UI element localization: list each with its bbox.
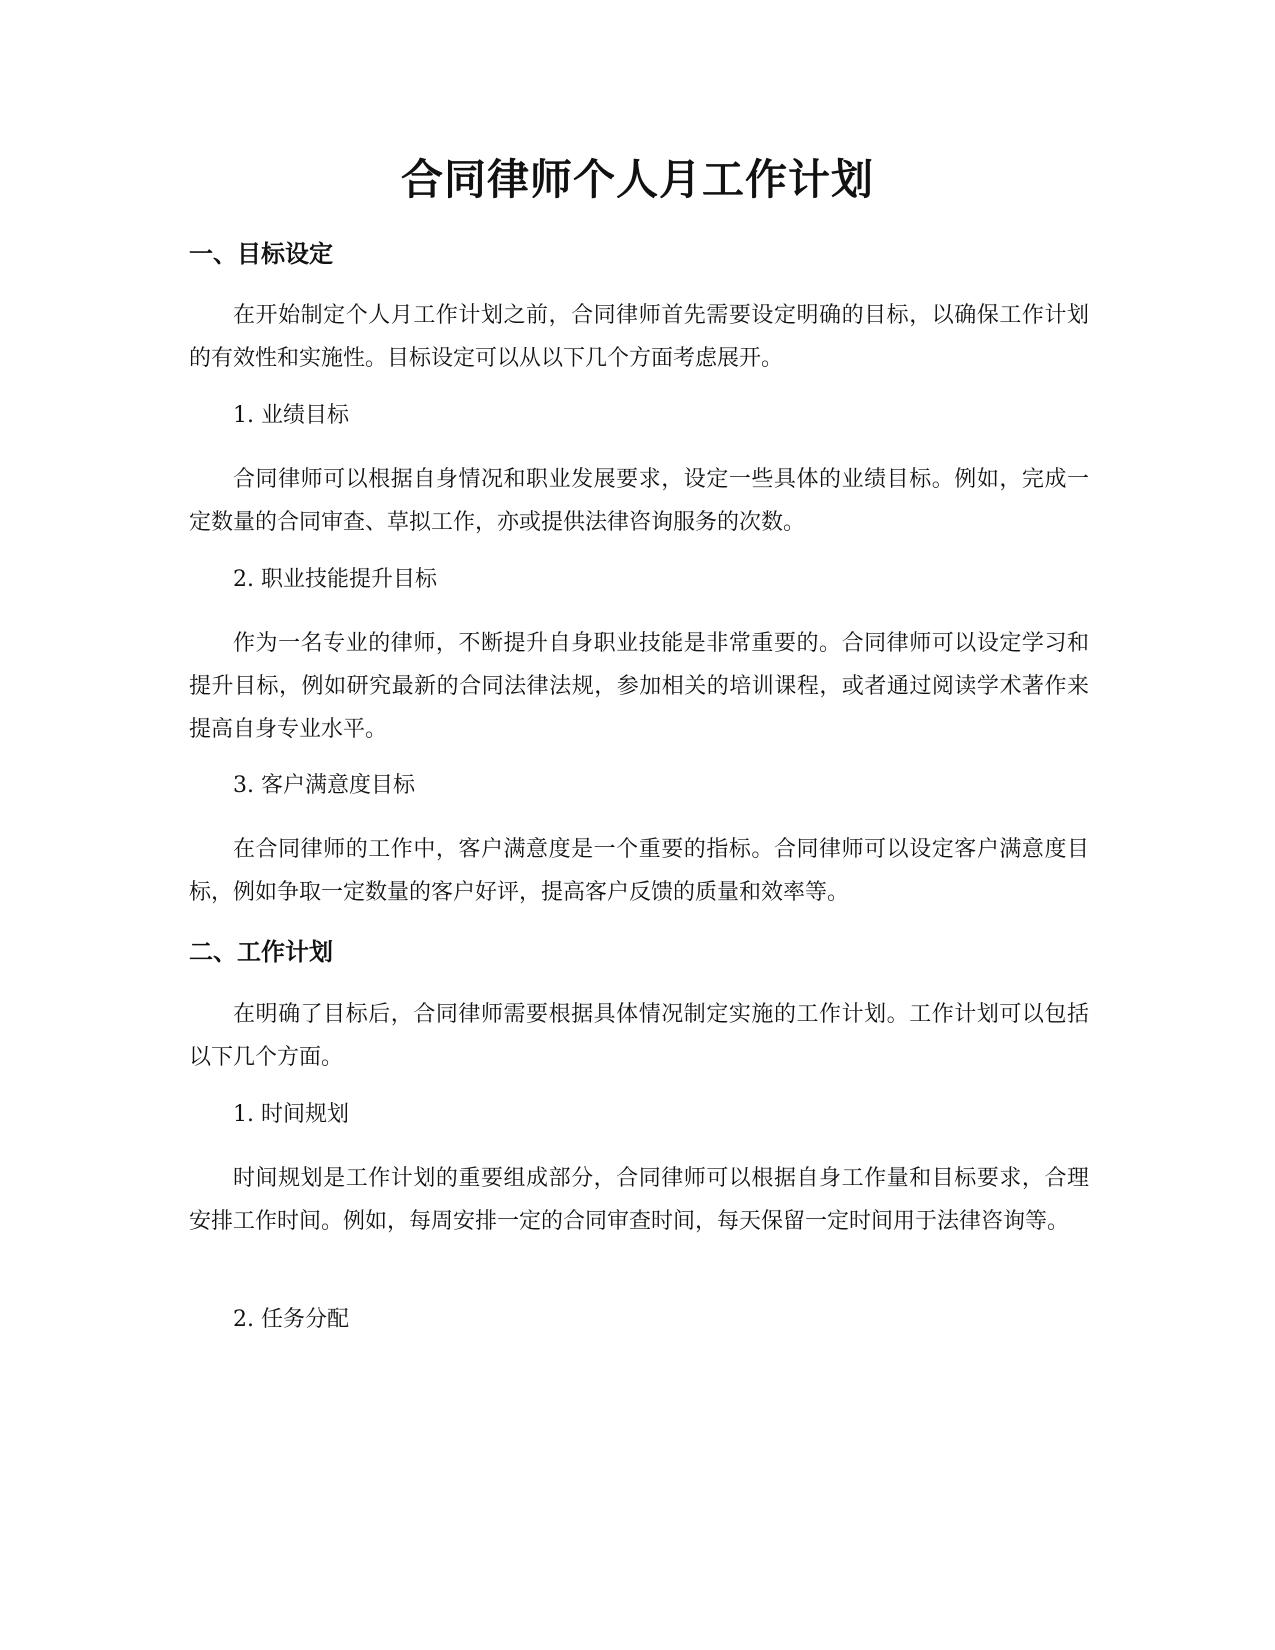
item-text-time: 时间规划是工作计划的重要组成部分，合同律师可以根据自身工作量和目标要求，合理安排工作时间。例如，每周安排一定的合同审查时间，每天保留一定时间用于法律咨询等。 — [189, 1166, 1089, 1234]
item-text-performance: 合同律师可以根据自身情况和职业发展要求，设定一些具体的业绩目标。例如，完成一定数量的合同审查、草拟工作，亦或提供法律咨询服务的次数。 — [189, 467, 1089, 535]
section-intro-goals: 在开始制定个人月工作计划之前，合同律师首先需要设定明确的目标，以确保工作计划的有效性和实施性。目标设定可以从以下几个方面考虑展开。 — [189, 303, 1089, 371]
item-label-time: 1. 时间规划 — [233, 1102, 349, 1127]
item-text-satisfaction: 在合同律师的工作中，客户满意度是一个重要的指标。合同律师可以设定客户满意度目标，例如争取一定数量的客户好评，提高客户反馈的质量和效率等。 — [189, 837, 1089, 905]
section-heading-plan: 二、工作计划 — [189, 938, 333, 966]
document-title: 合同律师个人月工作计划 — [400, 155, 874, 204]
item-text-skills: 作为一名专业的律师，不断提升自身职业技能是非常重要的。合同律师可以设定学习和提升目标，例如研究最新的合同法律法规，参加相关的培训课程，或者通过阅读学术著作来提高自身专业水平。 — [189, 631, 1089, 742]
item-label-performance: 1. 业绩目标 — [233, 403, 349, 428]
item-label-tasks: 2. 任务分配 — [233, 1307, 349, 1332]
section-heading-goals: 一、目标设定 — [189, 240, 333, 268]
section-intro-plan: 在明确了目标后，合同律师需要根据具体情况制定实施的工作计划。工作计划可以包括以下几个方面。 — [189, 1002, 1089, 1070]
item-label-skills: 2. 职业技能提升目标 — [233, 567, 437, 592]
item-label-satisfaction: 3. 客户满意度目标 — [233, 773, 415, 798]
